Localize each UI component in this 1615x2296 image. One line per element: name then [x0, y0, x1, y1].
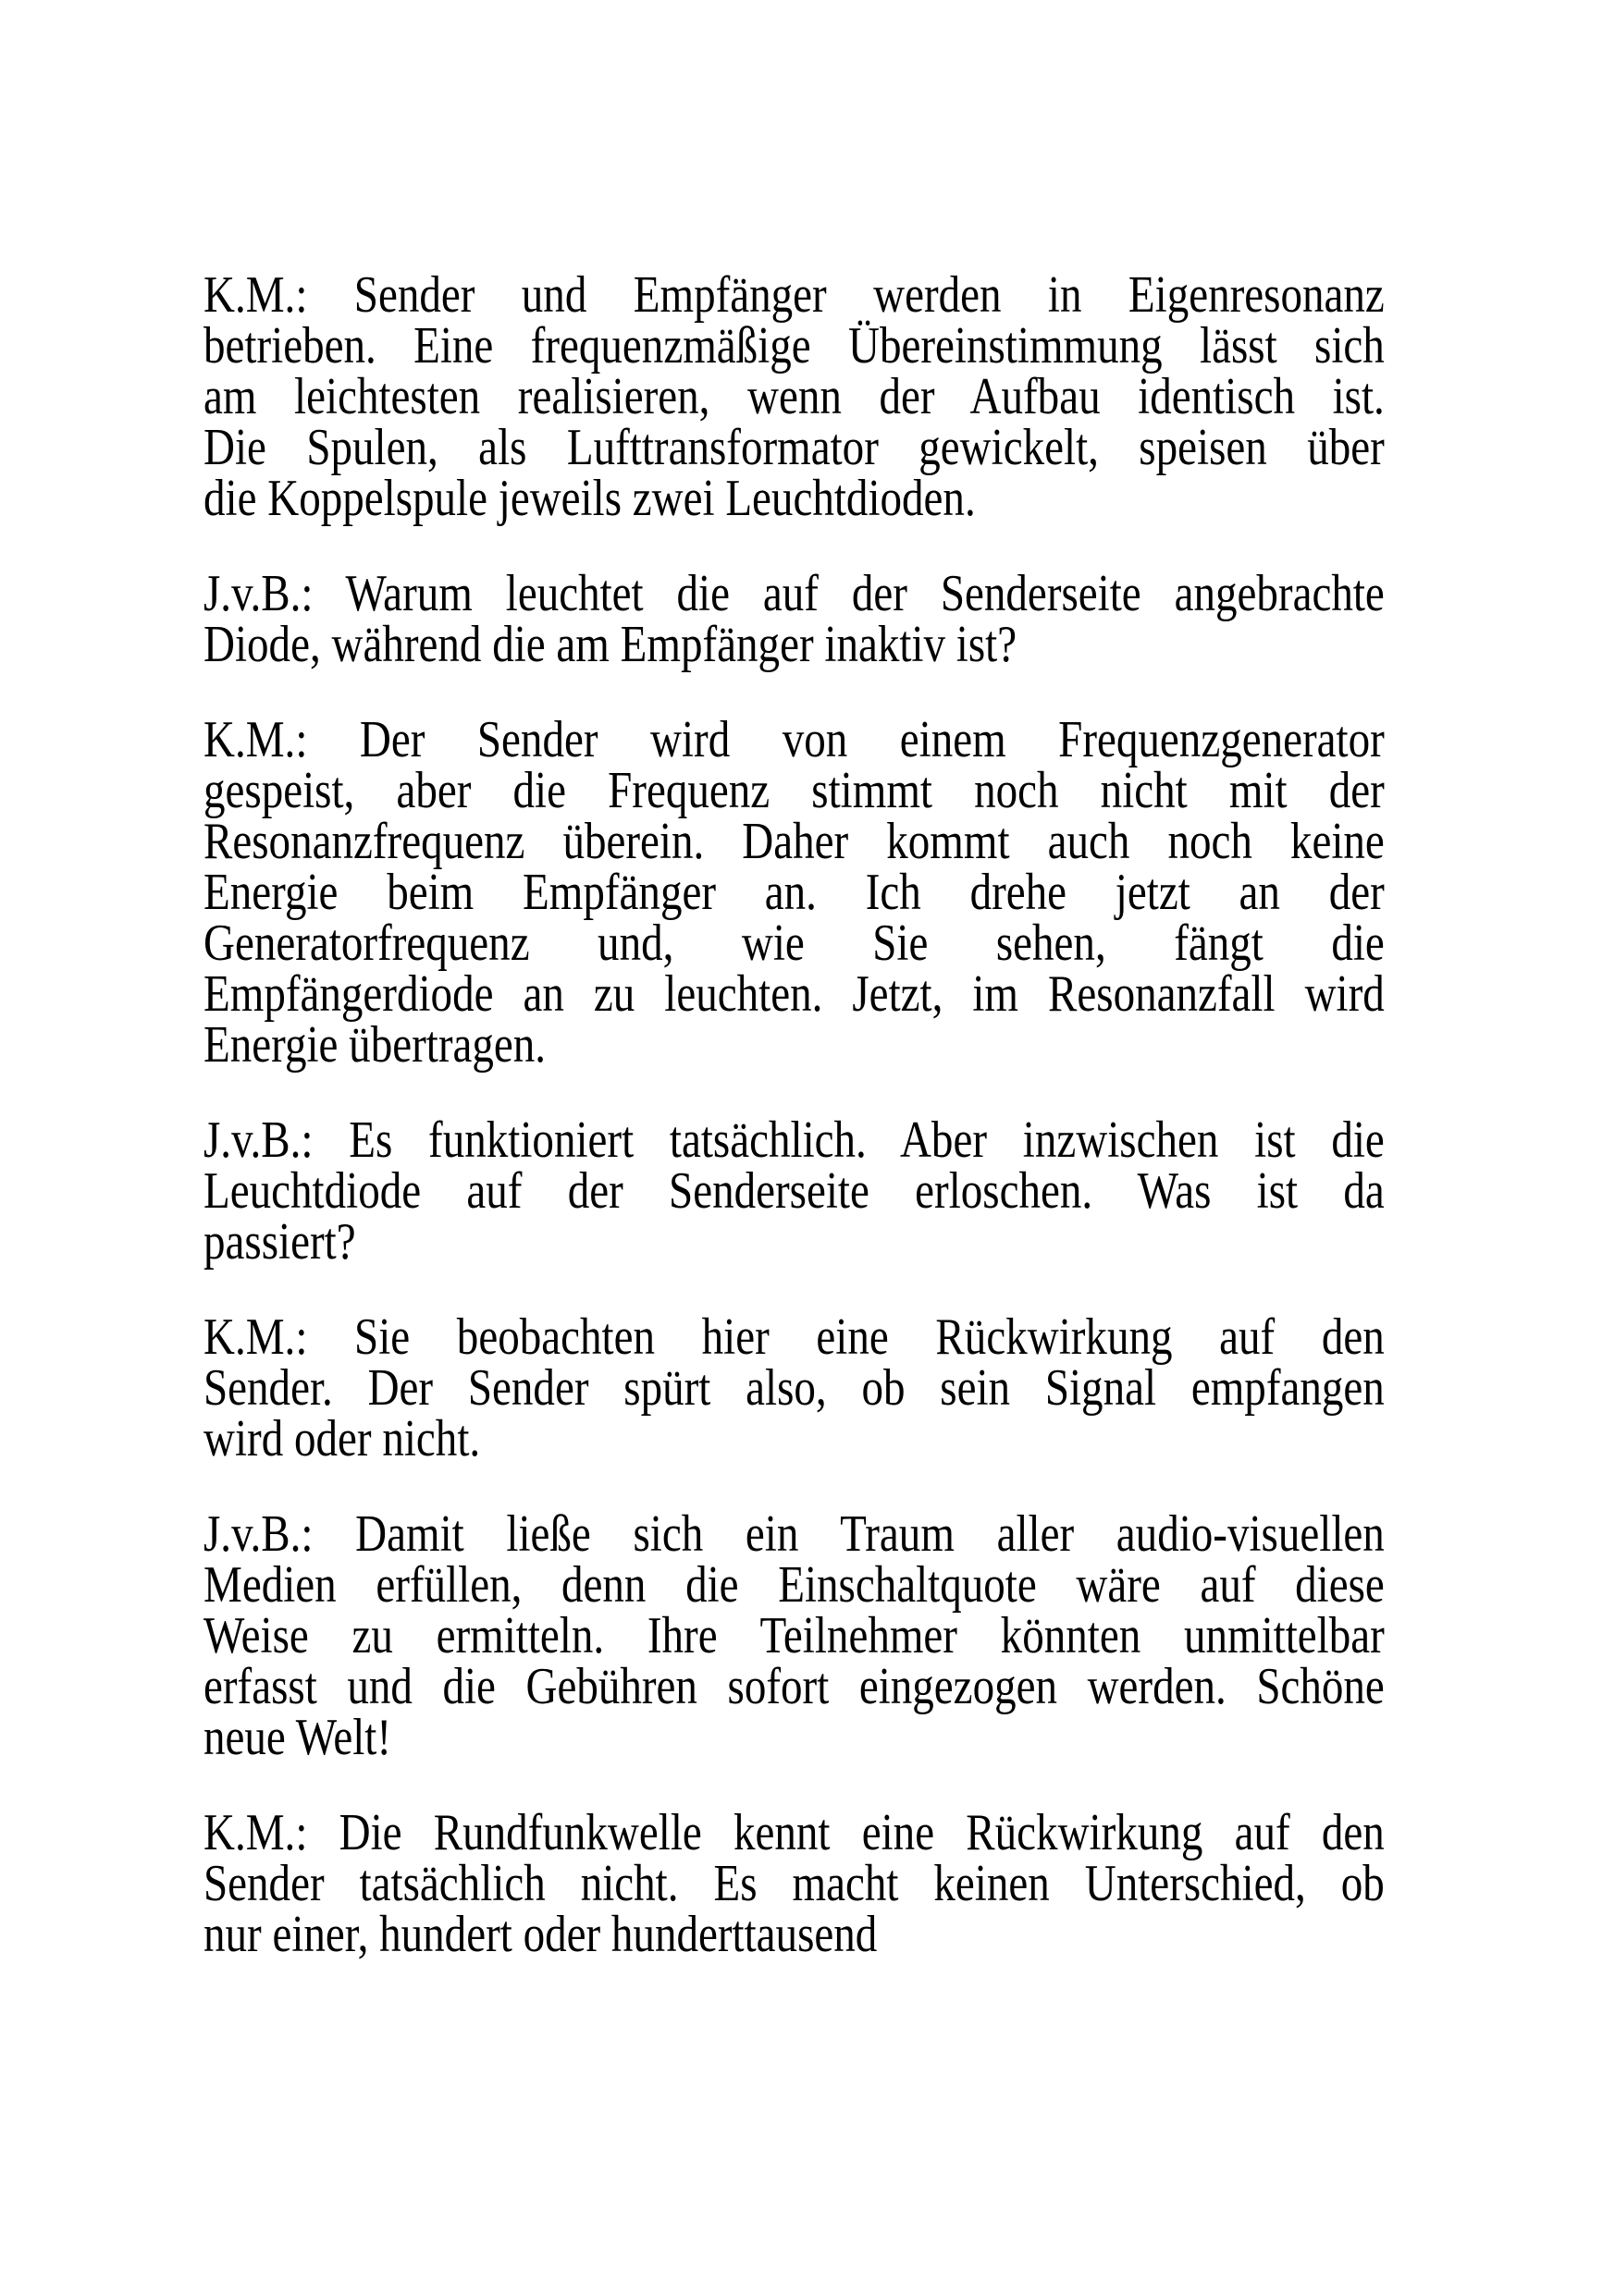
paragraph-km-4 — [203, 1308, 1385, 1467]
dialogue-text-block — [203, 266, 1385, 2005]
text-line: Medien erfüllen, denn die Einschaltquote wäre auf diese — [203, 1556, 1385, 1614]
paragraph-km-6 — [203, 1804, 1385, 1963]
text-line: Sender tatsächlich nicht. Es macht keinen Unterschied, ob — [203, 1855, 1385, 1912]
text-line: Diode, während die am Empfänger inaktiv ist? — [203, 616, 1017, 673]
text-line: Generatorfrequenz und, wie Sie sehen, fängt die — [203, 915, 1385, 972]
text-line: K.M.: Sie beobachten hier eine Rückwirkung auf den — [203, 1308, 1385, 1366]
text-line: Energie beim Empfänger an. Ich drehe jetzt an der — [203, 864, 1385, 921]
text-line: die Koppelspule jeweils zwei Leuchtdioden. — [203, 470, 976, 527]
text-line: Empfängerdiode an zu leuchten. Jetzt, im Resonanzfall wird — [203, 965, 1385, 1023]
text-line: gespeist, aber die Frequenz stimmt noch nicht mit der — [203, 762, 1385, 819]
text-line: Leuchtdiode auf der Senderseite erloschen. Was ist da — [203, 1162, 1385, 1220]
text-line: J.v.B.: Es funktioniert tatsächlich. Aber inzwischen ist die — [203, 1111, 1385, 1169]
text-line: K.M.: Sender und Empfänger werden in Eigenresonanz — [203, 266, 1385, 324]
paragraph-jvb-3 — [203, 1111, 1385, 1271]
text-line: wird oder nicht. — [203, 1410, 481, 1467]
text-line: betrieben. Eine frequenzmäßige Übereinstimmung lässt sich — [203, 317, 1385, 374]
text-line: K.M.: Der Sender wird von einem Frequenzgenerator — [203, 711, 1385, 768]
text-line: passiert? — [203, 1213, 356, 1271]
text-line: nur einer, hundert oder hunderttausend — [203, 1906, 878, 1963]
text-line: am leichtesten realisieren, wenn der Aufbau identisch ist. — [203, 368, 1385, 425]
text-line: erfasst und die Gebühren sofort eingezogen werden. Schöne — [203, 1658, 1385, 1715]
paragraph-jvb-1 — [203, 565, 1385, 673]
text-line: Sender. Der Sender spürt also, ob sein Signal empfangen — [203, 1359, 1385, 1417]
text-line: K.M.: Die Rundfunkwelle kennt eine Rückwirkung auf den — [203, 1804, 1385, 1861]
text-line: neue Welt! — [203, 1709, 392, 1766]
paragraph-jvb-5 — [203, 1505, 1385, 1766]
text-line: Energie übertragen. — [203, 1016, 547, 1074]
text-line: J.v.B.: Damit ließe sich ein Traum aller audio-visuellen — [203, 1505, 1385, 1563]
paragraph-km-0 — [203, 266, 1385, 527]
text-line: Die Spulen, als Lufttransformator gewickelt, speisen über — [203, 419, 1385, 476]
text-line: Resonanzfrequenz überein. Daher kommt auch noch keine — [203, 813, 1385, 870]
text-line: J.v.B.: Warum leuchtet die auf der Senderseite angebrachte — [203, 565, 1385, 622]
paragraph-km-2 — [203, 711, 1385, 1074]
text-line: Weise zu ermitteln. Ihre Teilnehmer könnten unmittelbar — [203, 1607, 1385, 1664]
